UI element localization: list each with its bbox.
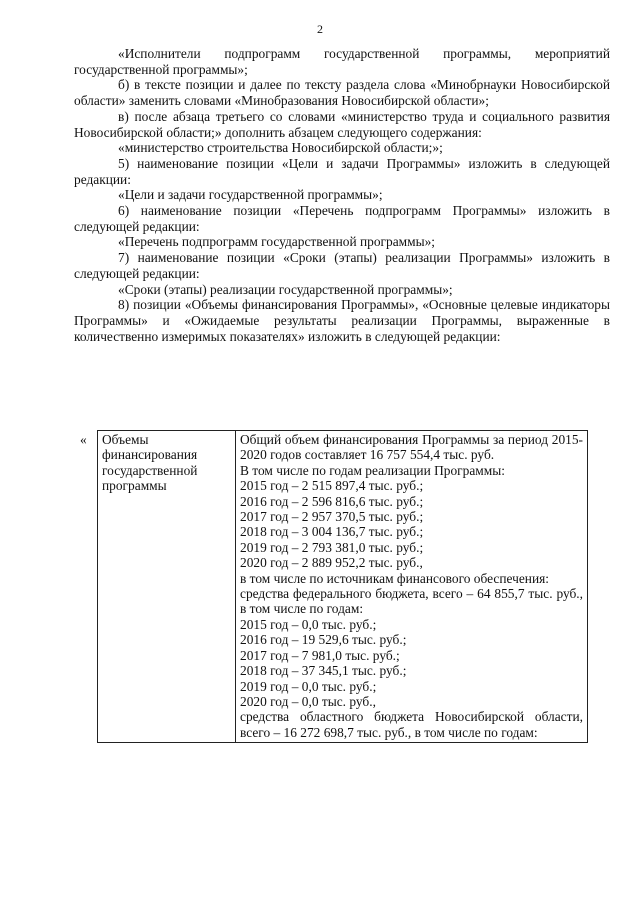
paragraph: в) после абзаца третьего со словами «министерство труда и социального развития Новосибирской области;» дополнить абзацем следующего содержания: (74, 108, 610, 140)
table-line: 2016 год – 19 529,6 тыс. руб.; (240, 632, 407, 648)
table-line: 2016 год – 2 596 816,6 тыс. руб.; (240, 493, 424, 509)
table-line: Общий объем финансирования Программы за период 2015-2020 годов составляет 16 757 554,4 тыс. руб. (240, 432, 583, 463)
table-line: средства федерального бюджета, всего – 64 855,7 тыс. руб., в том числе по годам: (240, 586, 583, 617)
table-line: 2017 год – 2 957 370,5 тыс. руб.; (240, 509, 424, 525)
paragraph: «Сроки (этапы) реализации государственной программы»; (118, 281, 453, 297)
table-line: 2015 год – 2 515 897,4 тыс. руб.; (240, 478, 424, 494)
table-line: в том числе по источникам финансового обеспечения: (240, 570, 550, 586)
table-label-cell: Объемы финансирования государственной программы (98, 431, 236, 743)
table-line: 2020 год – 0,0 тыс. руб., (240, 693, 376, 709)
paragraph: «министерство строительства Новосибирской области;»; (118, 140, 443, 156)
table-line: 2017 год – 7 981,0 тыс. руб.; (240, 647, 400, 663)
table-line: 2020 год – 2 889 952,2 тыс. руб., (240, 555, 423, 571)
table-line: 2015 год – 0,0 тыс. руб.; (240, 616, 377, 632)
opening-quote: « (80, 432, 87, 447)
table-line: В том числе по годам реализации Программы: (240, 462, 505, 478)
table-line: средства областного бюджета Новосибирской области, всего – 16 272 698,7 тыс. руб., в том числе по годам: (240, 709, 583, 740)
paragraph: б) в тексте позиции и далее по тексту раздела слова «Минобрнауки Новосибирской области» заменить словами «Минобразования Новосибирской области»; (74, 77, 610, 109)
table-content-cell (236, 431, 588, 743)
paragraph: 8) позиции «Объемы финансирования Программы», «Основные целевые индикаторы Программы» и «Ожидаемые результаты реализации Программы, выраженные в количественно измеримых показателях» изложить в следующей редакции: (74, 297, 610, 344)
paragraph: 7) наименование позиции «Сроки (этапы) реализации Программы» изложить в следующей редакции: (74, 250, 610, 281)
paragraph: «Цели и задачи государственной программы»; (118, 187, 383, 203)
table-row (98, 431, 588, 743)
document-body (74, 46, 610, 344)
table-line: 2019 год – 2 793 381,0 тыс. руб.; (240, 539, 424, 555)
table-line: 2019 год – 0,0 тыс. руб.; (240, 678, 377, 694)
page-number: 2 (317, 22, 323, 36)
paragraph: 5) наименование позиции «Цели и задачи Программы» изложить в следующей редакции: (74, 155, 610, 187)
financing-table (97, 430, 588, 743)
table-line: 2018 год – 3 004 136,7 тыс. руб.; (240, 524, 424, 540)
paragraph: «Перечень подпрограмм государственной программы»; (118, 234, 436, 250)
paragraph: 6) наименование позиции «Перечень подпрограмм Программы» изложить в следующей редакции: (74, 203, 610, 234)
table-line: 2018 год – 37 345,1 тыс. руб.; (240, 663, 407, 679)
paragraph: «Исполнители подпрограмм государственной программы, мероприятий государственной программы»; (74, 46, 610, 77)
